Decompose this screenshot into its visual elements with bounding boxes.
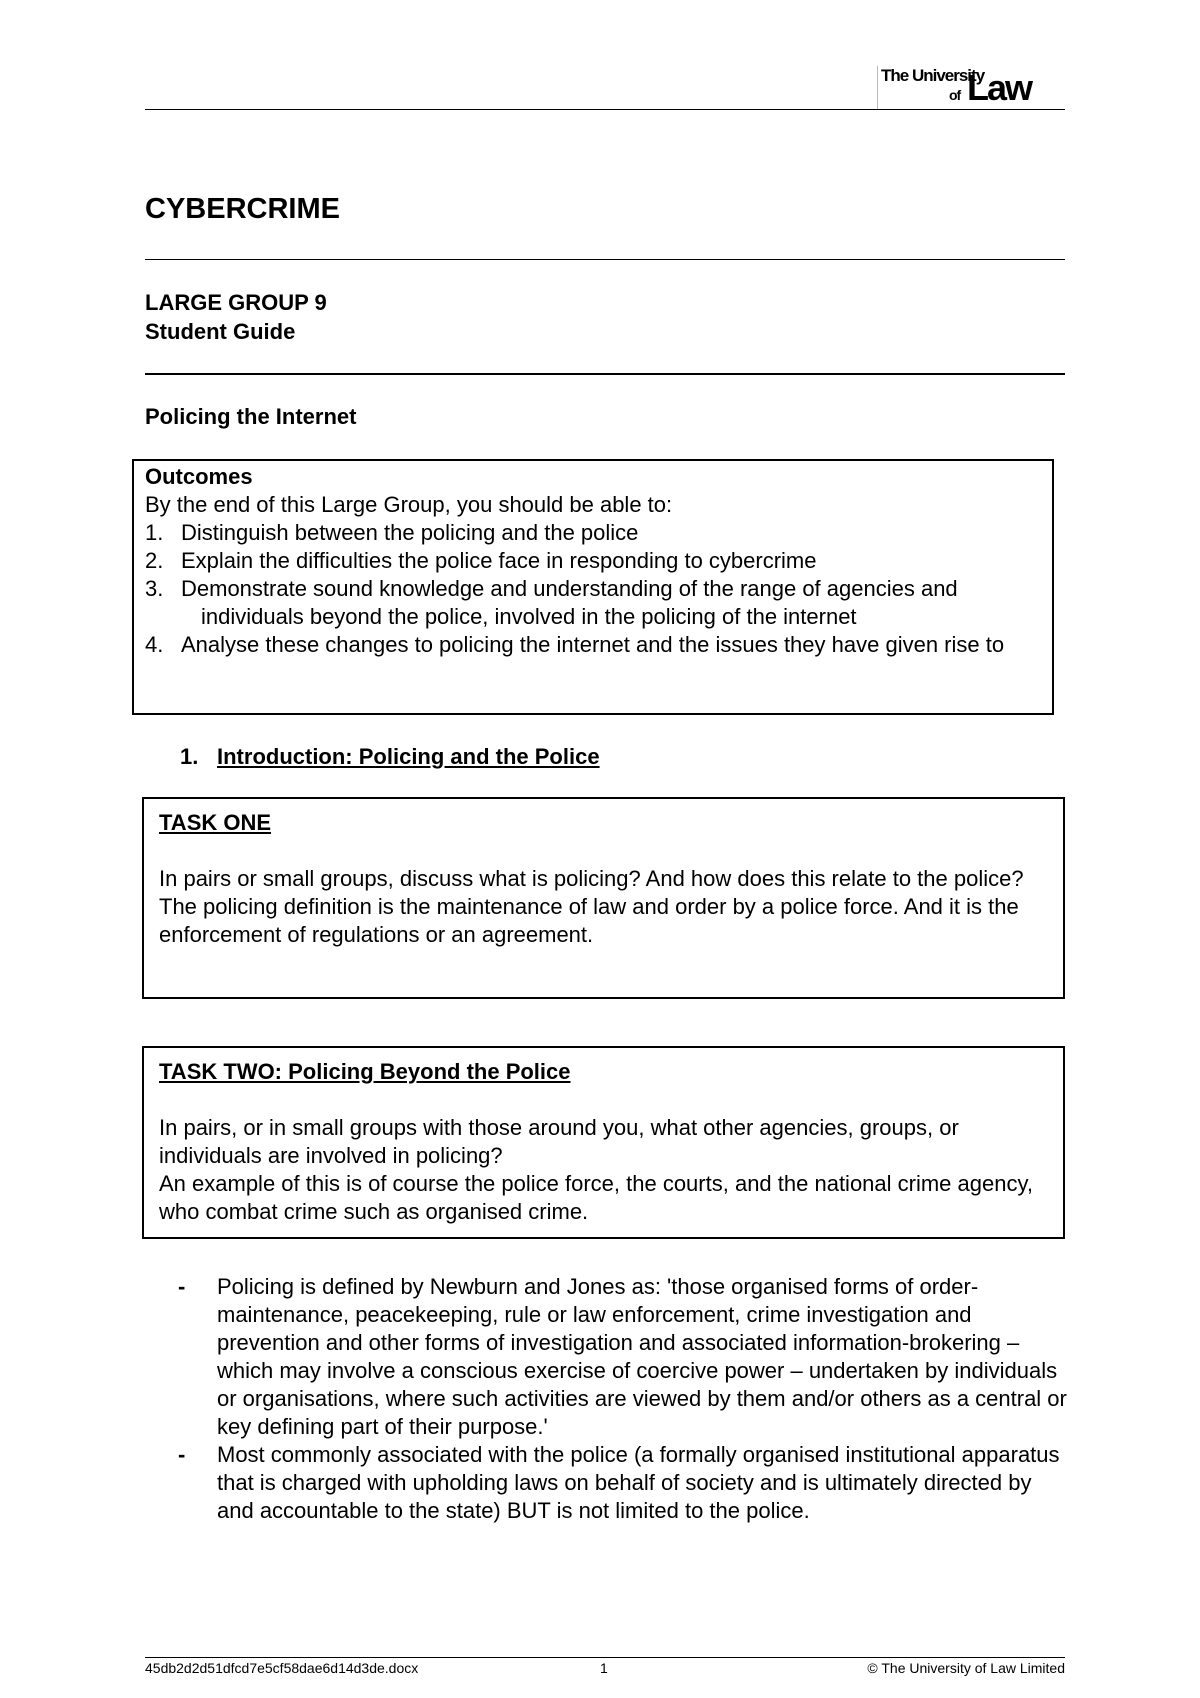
section-heading: Introduction: Policing and the Police <box>217 744 600 769</box>
group-label: LARGE GROUP 9 <box>145 290 327 315</box>
outcomes-list <box>145 519 1042 659</box>
topic-heading: Policing the Internet <box>145 404 357 429</box>
list-text: Demonstrate sound knowledge and understanding of the range of agencies and individuals beyond the police, involved in the policing of the internet <box>181 576 958 629</box>
list-number: 4. <box>145 632 164 657</box>
task-one-heading: TASK ONE <box>159 810 272 835</box>
list-item <box>145 547 1042 575</box>
list-number: 1. <box>145 520 164 545</box>
task-two-box <box>142 1046 1065 1239</box>
list-item <box>145 631 1042 659</box>
task-one-box <box>142 797 1065 999</box>
logo-text-line1: The University <box>881 66 985 85</box>
bullet-marker: - <box>178 1274 186 1299</box>
list-item <box>145 575 1042 631</box>
footer-copyright: © The University of Law Limited <box>867 1660 1065 1676</box>
title-rule <box>145 259 1065 260</box>
list-text: Explain the difficulties the police face in responding to cybercrime <box>181 548 817 573</box>
document-title: CYBERCRIME <box>145 193 340 225</box>
list-item <box>178 1441 1068 1525</box>
logo-separator <box>877 66 878 110</box>
outcomes-heading: Outcomes <box>145 464 253 489</box>
task-two-question: In pairs, or in small groups with those around you, what other agencies, groups, or individuals are involved in policing? <box>159 1115 959 1168</box>
list-text: Analyse these changes to policing the internet and the issues they have given rise to <box>181 632 1005 657</box>
bullet-text: Most commonly associated with the police (a formally organised institutional apparatus that is charged with upholding laws on behalf of society and is ultimately directed by and accountable to the state) BUT is not limited to the police. <box>217 1442 1060 1523</box>
task-two-heading: TASK TWO: Policing Beyond the Police <box>159 1059 571 1084</box>
header-rule <box>145 109 1065 110</box>
university-logo <box>877 62 1067 110</box>
footer-filename: 45db2d2d51dfcd7e5cf58dae6d14d3de.docx <box>145 1660 419 1676</box>
list-item <box>178 1273 1068 1441</box>
footer-page-number: 1 <box>600 1660 608 1676</box>
list-item <box>145 519 1042 547</box>
list-number: 3. <box>145 576 164 601</box>
task-one-answer: The policing definition is the maintenance of law and order by a police force. And it is the enforcement of regulations or an agreement. <box>159 894 1019 947</box>
section-rule <box>145 373 1065 375</box>
bullet-list <box>178 1273 1068 1525</box>
footer-rule <box>145 1657 1065 1658</box>
bullet-text: Policing is defined by Newburn and Jones as: 'those organised forms of order-maintenance, peacekeeping, rule or law enforcement, crime investigation and prevention and other forms of investigation and associated information-brokering – which may involve a conscious exercise of coercive power – undertaken by individuals or organisations, where such activities are viewed by them and/or others as a central or key defining part of their purpose.' <box>217 1274 1067 1439</box>
bullet-marker: - <box>178 1442 186 1467</box>
list-text: Distinguish between the policing and the police <box>181 520 639 545</box>
logo-text-line3: Law <box>967 67 1032 108</box>
outcomes-intro: By the end of this Large Group, you should be able to: <box>145 492 673 517</box>
logo-text-line2: of <box>949 87 961 103</box>
task-one-question: In pairs or small groups, discuss what is policing? And how does this relate to the police? <box>159 866 1024 891</box>
list-number: 2. <box>145 548 164 573</box>
section-number: 1. <box>180 744 199 769</box>
guide-label: Student Guide <box>145 319 296 344</box>
task-two-answer: An example of this is of course the police force, the courts, and the national crime agency, who combat crime such as organised crime. <box>159 1171 1033 1224</box>
outcomes-box <box>132 459 1054 715</box>
